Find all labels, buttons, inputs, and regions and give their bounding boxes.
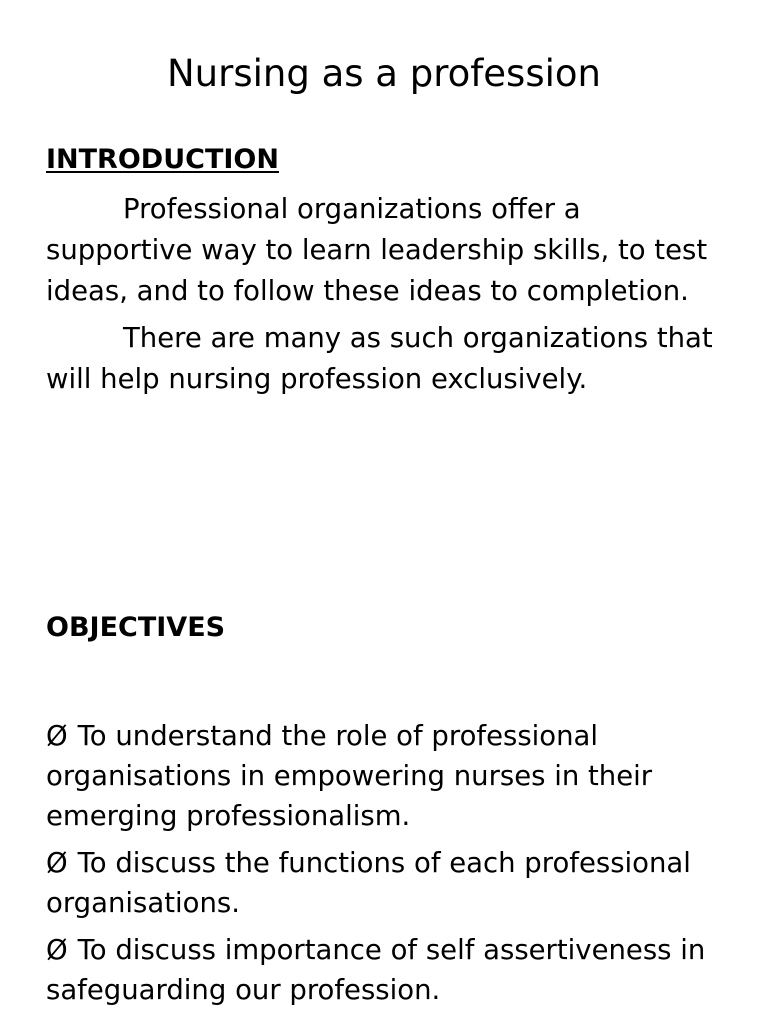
introduction-paragraph bbox=[46, 318, 726, 400]
bullet-icon: Ø bbox=[46, 720, 68, 752]
introduction-paragraph bbox=[46, 189, 726, 312]
objective-item bbox=[46, 716, 726, 836]
objectives-heading: OBJECTIVES bbox=[46, 612, 226, 643]
bullet-icon: Ø bbox=[46, 847, 68, 879]
objective-text: To understand the role of professional organisations in empowering nurses in their emerging professionalism. bbox=[46, 720, 653, 832]
page-title: Nursing as a profession bbox=[167, 52, 601, 95]
bullet-icon: Ø bbox=[46, 934, 68, 966]
objective-item bbox=[46, 930, 726, 1010]
objective-text: To discuss the functions of each professional organisations. bbox=[46, 847, 691, 919]
introduction-heading: INTRODUCTION bbox=[46, 144, 279, 175]
introduction-paragraph-text: Professional organizations offer a supportive way to learn leadership skills, to test ideas, and to follow these ideas to completion. bbox=[46, 193, 708, 307]
objective-item bbox=[46, 843, 726, 923]
introduction-paragraph-text: There are many as such organizations that will help nursing profession exclusively. bbox=[46, 322, 713, 395]
objective-text: To discuss importance of self assertiveness in safeguarding our profession. bbox=[46, 934, 706, 1006]
